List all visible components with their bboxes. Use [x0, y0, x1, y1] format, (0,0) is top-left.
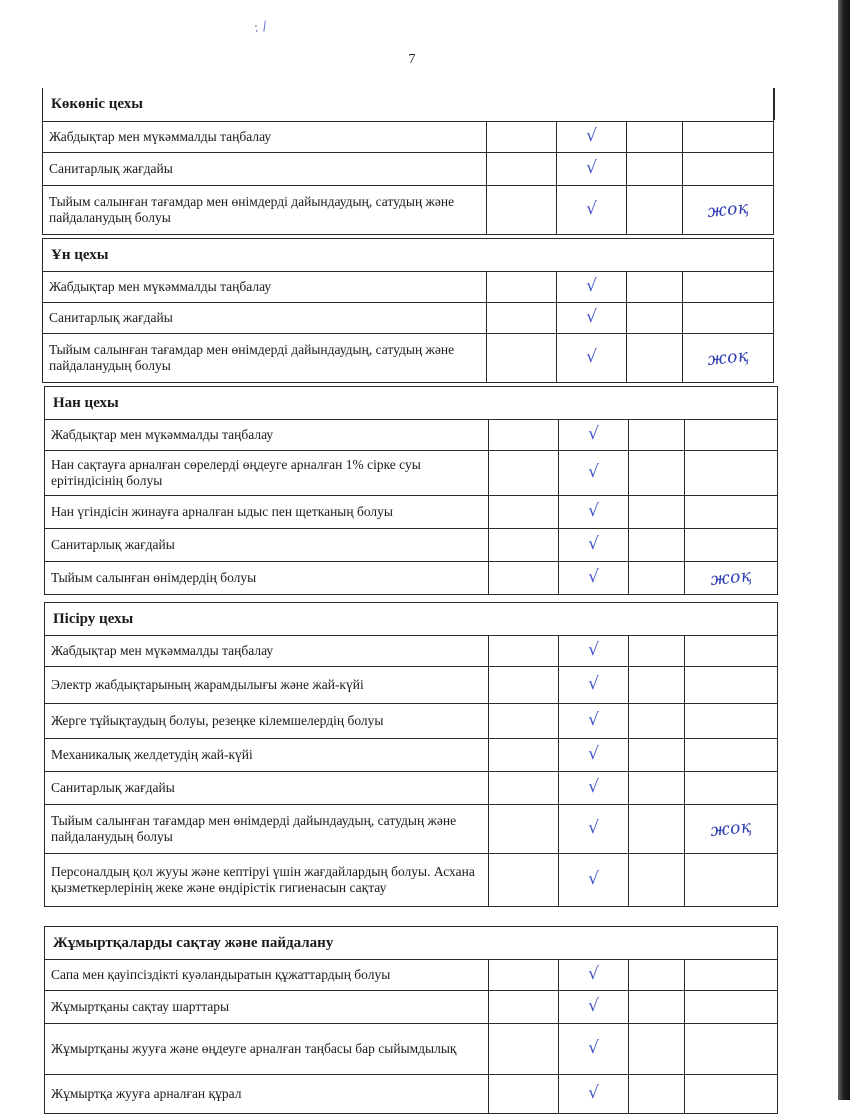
empty-cell	[489, 704, 559, 738]
criterion-text: Жұмыртқаны сақтау шарттары	[45, 991, 489, 1023]
criterion-text: Санитарлық жағдайы	[43, 303, 487, 333]
empty-cell	[487, 122, 557, 152]
checklist-row	[44, 1023, 778, 1075]
empty-cell	[627, 122, 683, 152]
checkmark-icon: √	[586, 307, 597, 327]
criterion-text: Санитарлық жағдайы	[45, 772, 489, 804]
empty-cell	[629, 496, 685, 528]
check-cell	[559, 960, 629, 990]
criterion-text: Жұмыртқаны жууға және өңдеуге арналған таңбасы бар сыйымдылық	[45, 1024, 489, 1074]
check-cell	[559, 496, 629, 528]
empty-cell	[489, 805, 559, 853]
empty-cell	[629, 960, 685, 990]
empty-cell	[629, 704, 685, 738]
criterion-text: Санитарлық жағдайы	[45, 529, 489, 561]
handwritten-note: жоқ	[706, 345, 750, 371]
empty-cell	[489, 854, 559, 906]
empty-cell	[487, 272, 557, 302]
check-cell	[559, 562, 629, 594]
note-cell	[683, 153, 773, 185]
criterion-text: Жұмыртқа жууға арналған құрал	[45, 1075, 489, 1113]
note-cell	[685, 496, 777, 528]
check-cell	[559, 991, 629, 1023]
checklist-row	[44, 804, 778, 854]
criterion-text: Жабдықтар мен мүкәммалды таңбалау	[45, 636, 489, 666]
empty-cell	[489, 991, 559, 1023]
empty-cell	[489, 960, 559, 990]
checkmark-icon: √	[586, 126, 597, 146]
checkmark-icon: √	[588, 777, 599, 797]
checkmark-icon: √	[588, 710, 599, 730]
check-cell	[557, 303, 627, 333]
empty-cell	[627, 303, 683, 333]
check-cell	[557, 272, 627, 302]
criterion-text: Персоналдың қол жууы және кептіруі үшін жағдайлардың болуы. Асхана қызметкерлерінің жеке және өндірістік гигиенасын сақтау	[45, 854, 489, 906]
checkmark-icon: √	[588, 1083, 599, 1103]
empty-cell	[629, 805, 685, 853]
check-cell	[557, 122, 627, 152]
empty-cell	[489, 496, 559, 528]
note-cell	[685, 772, 777, 804]
section-header: Пісіру цехы	[44, 602, 778, 636]
empty-cell	[629, 772, 685, 804]
checkmark-icon: √	[588, 424, 599, 444]
criterion-text: Тыйым салынған өнімдердің болуы	[45, 562, 489, 594]
criterion-text: Сапа мен қауіпсіздікті куәландыратын құжаттардың болуы	[45, 960, 489, 990]
checkmark-icon: √	[588, 744, 599, 764]
empty-cell	[629, 739, 685, 771]
checklist-row	[44, 528, 778, 562]
criterion-text: Механикалық желдетудің жай-күйі	[45, 739, 489, 771]
checkmark-icon: √	[588, 1038, 599, 1058]
note-cell	[685, 739, 777, 771]
criterion-text: Электр жабдықтарының жарамдылығы және жай-күйі	[45, 667, 489, 703]
criterion-text: Тыйым салынған тағамдар мен өнімдерді дайындаудың, сатудың және пайдаланудың болуы	[43, 334, 487, 382]
section-header: Ұн цехы	[42, 238, 774, 272]
checklist-row	[44, 1074, 778, 1114]
checkmark-icon: √	[588, 567, 599, 587]
empty-cell	[487, 153, 557, 185]
empty-cell	[627, 272, 683, 302]
checkmark-icon: √	[588, 674, 599, 694]
criterion-text: Нан үгіндісін жинауға арналған ыдыс пен щетканың болуы	[45, 496, 489, 528]
check-cell	[559, 704, 629, 738]
checklist-row	[44, 771, 778, 805]
empty-cell	[629, 451, 685, 495]
checklist-row	[44, 990, 778, 1024]
pen-marks: : /	[252, 18, 269, 37]
empty-cell	[629, 636, 685, 666]
criterion-text: Жабдықтар мен мүкәммалды таңбалау	[45, 420, 489, 450]
note-cell	[685, 562, 777, 594]
criterion-text: Жабдықтар мен мүкәммалды таңбалау	[43, 122, 487, 152]
note-cell	[685, 636, 777, 666]
check-cell	[559, 636, 629, 666]
section-header: Көкөніс цехы	[42, 88, 774, 122]
checkmark-icon: √	[586, 276, 597, 296]
page-number: 7	[408, 52, 416, 67]
note-cell	[683, 303, 773, 333]
checklist-row	[44, 635, 778, 667]
handwritten-note: жоқ	[709, 816, 753, 842]
empty-cell	[489, 739, 559, 771]
checklist-row	[44, 419, 778, 451]
checklist-row	[44, 959, 778, 991]
checklist-row	[44, 738, 778, 772]
criterion-text: Санитарлық жағдайы	[43, 153, 487, 185]
empty-cell	[487, 186, 557, 234]
empty-cell	[629, 667, 685, 703]
checklist-row	[44, 561, 778, 595]
empty-cell	[489, 529, 559, 561]
section-header: Жұмыртқаларды сақтау және пайдалану	[44, 926, 778, 960]
checklist-row	[44, 853, 778, 907]
checkmark-icon: √	[588, 462, 599, 482]
check-cell	[559, 529, 629, 561]
check-cell	[557, 153, 627, 185]
checkmark-icon: √	[588, 534, 599, 554]
checkmark-icon: √	[588, 818, 599, 838]
note-cell	[683, 272, 773, 302]
note-cell	[685, 667, 777, 703]
check-cell	[559, 772, 629, 804]
checkmark-icon: √	[588, 996, 599, 1016]
checklist-row	[42, 271, 774, 303]
handwritten-note: жоқ	[706, 197, 750, 223]
check-cell	[559, 667, 629, 703]
checkmark-icon: √	[588, 964, 599, 984]
note-cell	[685, 960, 777, 990]
empty-cell	[489, 667, 559, 703]
empty-cell	[489, 772, 559, 804]
handwritten-note: жоқ	[709, 565, 753, 591]
note-cell	[685, 805, 777, 853]
checklist-row	[44, 450, 778, 496]
check-cell	[559, 854, 629, 906]
checklist-row	[42, 333, 774, 383]
checkmark-icon: √	[588, 640, 599, 660]
check-cell	[559, 739, 629, 771]
check-cell	[559, 805, 629, 853]
empty-cell	[489, 562, 559, 594]
checklist-row	[42, 152, 774, 186]
note-cell	[685, 1024, 777, 1074]
note-cell	[685, 451, 777, 495]
check-cell	[557, 186, 627, 234]
empty-cell	[629, 991, 685, 1023]
empty-cell	[629, 854, 685, 906]
note-cell	[685, 991, 777, 1023]
empty-cell	[489, 420, 559, 450]
note-cell	[685, 854, 777, 906]
checklist-row	[44, 666, 778, 704]
checklist-row	[42, 121, 774, 153]
empty-cell	[627, 153, 683, 185]
note-cell	[685, 1075, 777, 1113]
note-cell	[683, 186, 773, 234]
empty-cell	[487, 303, 557, 333]
checkmark-icon: √	[586, 199, 597, 219]
checklist-row	[44, 703, 778, 739]
note-cell	[685, 420, 777, 450]
check-cell	[557, 334, 627, 382]
empty-cell	[629, 420, 685, 450]
empty-cell	[627, 334, 683, 382]
empty-cell	[489, 1075, 559, 1113]
note-cell	[685, 704, 777, 738]
empty-cell	[629, 1075, 685, 1113]
check-cell	[559, 451, 629, 495]
empty-cell	[629, 529, 685, 561]
criterion-text: Жерге тұйықтаудың болуы, резеңке кілемшелердің болуы	[45, 704, 489, 738]
note-cell	[685, 529, 777, 561]
checkmark-icon: √	[586, 347, 597, 367]
check-cell	[559, 1075, 629, 1113]
checklist-row	[42, 302, 774, 334]
note-cell	[683, 122, 773, 152]
note-cell	[683, 334, 773, 382]
empty-cell	[487, 334, 557, 382]
checkmark-icon: √	[588, 869, 599, 889]
empty-cell	[629, 562, 685, 594]
checkmark-icon: √	[588, 501, 599, 521]
empty-cell	[627, 186, 683, 234]
checklist-row	[44, 495, 778, 529]
section-header: Нан цехы	[44, 386, 778, 420]
check-cell	[559, 1024, 629, 1074]
criterion-text: Жабдықтар мен мүкәммалды таңбалау	[43, 272, 487, 302]
empty-cell	[629, 1024, 685, 1074]
checkmark-icon: √	[586, 158, 597, 178]
check-cell	[559, 420, 629, 450]
checklist-row	[42, 185, 774, 235]
empty-cell	[489, 451, 559, 495]
empty-cell	[489, 1024, 559, 1074]
empty-cell	[489, 636, 559, 666]
criterion-text: Нан сақтауға арналған сөрелерді өңдеуге арналған 1% сірке суы ерітіндісінің болуы	[45, 451, 489, 495]
criterion-text: Тыйым салынған тағамдар мен өнімдерді дайындаудың, сатудың және пайдаланудың болуы	[45, 805, 489, 853]
criterion-text: Тыйым салынған тағамдар мен өнімдерді дайындаудың, сатудың және пайдаланудың болуы	[43, 186, 487, 234]
